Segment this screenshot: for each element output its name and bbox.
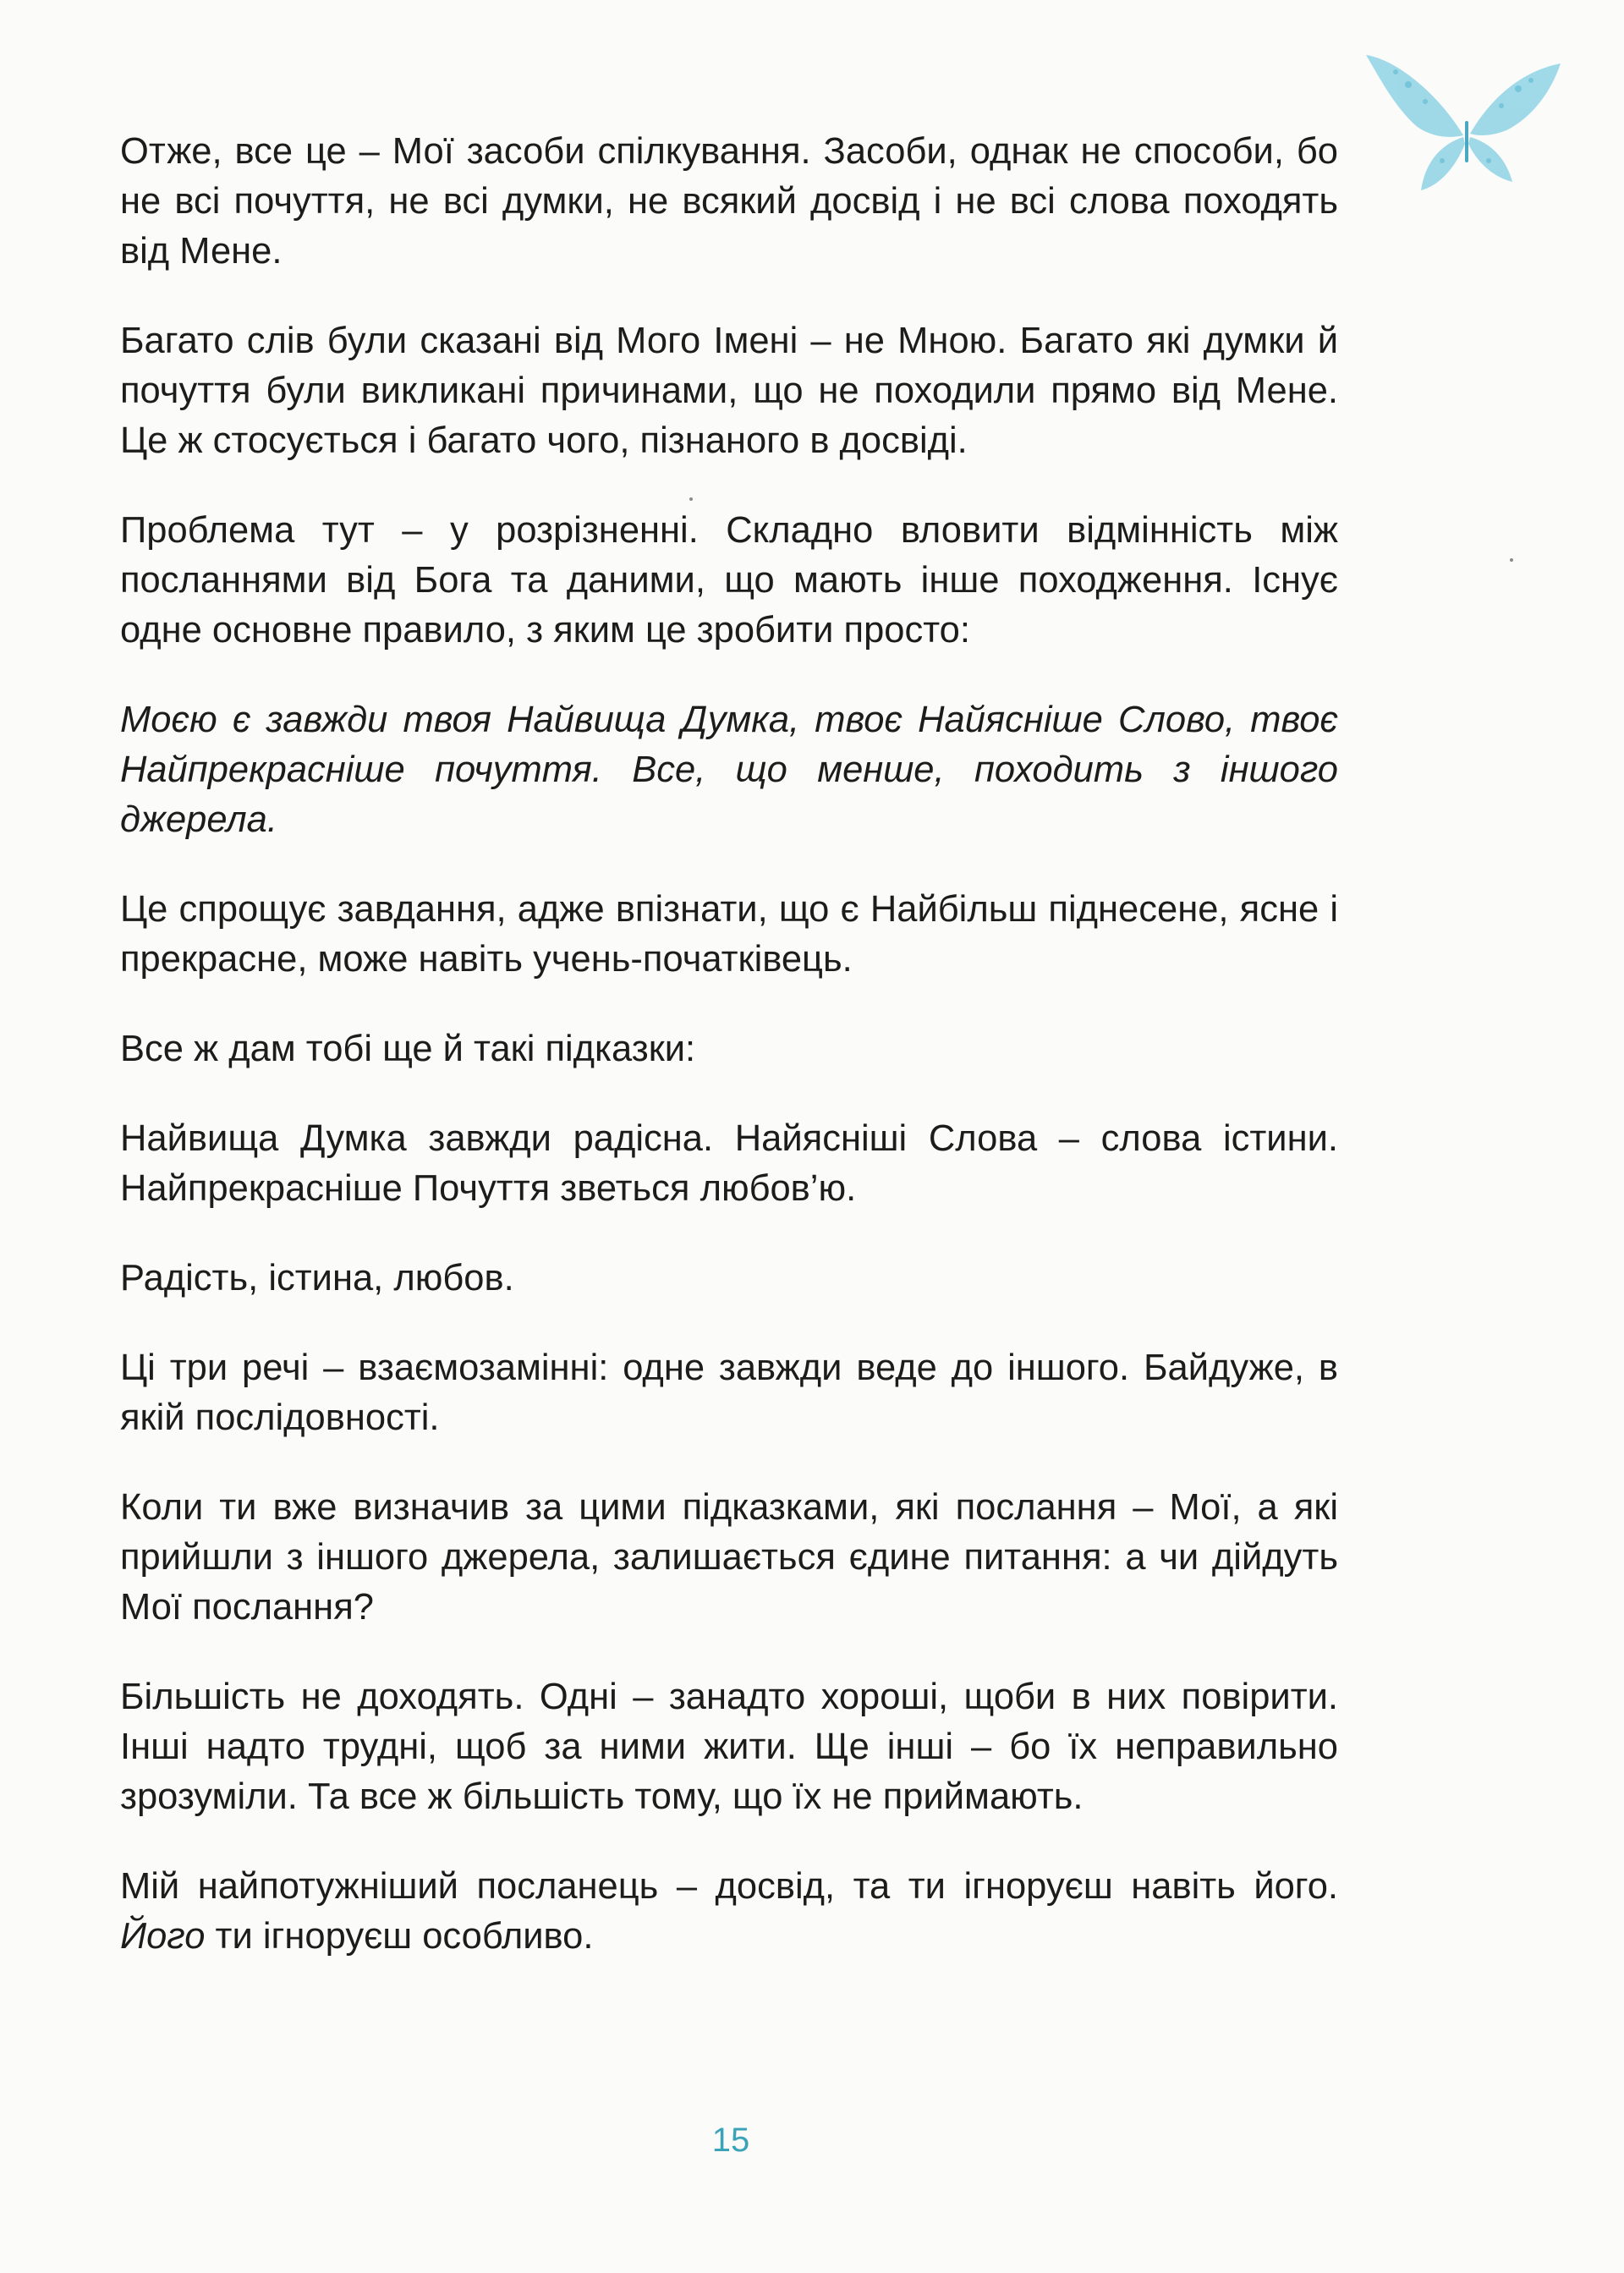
butterfly-icon [1362,42,1573,203]
paragraph: Більшість не доходять. Одні – занадто хороші, щоби в них повірити. Інші надто трудні, щоб за ними жити. Ще інші – бо їх неправильно зрозуміли. Та все ж більшість тому, що їх не приймають. [120,1677,1338,1817]
paragraph: Радість, істина, любов. [120,1258,514,1298]
last-paragraph-part1: Мій найпотужніший посланець – досвід, та ти ігноруєш навіть його. [120,1866,1338,1907]
paragraph: Багато слів були сказані від Мого Імені – не Мною. Багато які думки й почуття були викликані причинами, що не походили прямо від Мене. Це ж стосується і багато чого, пізнаного в досвіді. [120,321,1338,461]
last-paragraph [120,1862,1338,1962]
main-text [120,127,1338,2001]
paragraph: Все ж дам тобі ще й такі підказки: [120,1029,696,1069]
paragraph: Ці три речі – взаємозамінні: одне завжди веде до іншого. Байдуже, в якій послідовності. [120,1348,1338,1438]
paragraph: Найвища Думка завжди радісна. Найясніші Слова – слова істини. Найпрекрасніше Почуття зветься любов’ю. [120,1118,1338,1209]
last-paragraph-part2: ти ігноруєш особливо. [205,1916,594,1957]
page-number: 15 [711,2122,750,2159]
italic-paragraph: Моєю є завжди твоя Найвища Думка, твоє Найясніше Слово, твоє Найпрекрасніше почуття. Все, що менше, походить з іншого джерела. [120,700,1338,840]
scan-speck [1510,558,1513,562]
paragraph: Це спрощує завдання, адже впізнати, що є Найбільш піднесене, ясне і прекрасне, може навіть учень-початківець. [120,889,1338,980]
paragraph: Проблема тут – у розрізненні. Складно вловити відмінність між посланнями від Бога та даними, що мають інше походження. Існує одне основне правило, з яким це зробити просто: [120,510,1338,651]
paragraph: Коли ти вже визначив за цими підказками, які послання – Мої, а які прийшли з іншого джерела, залишається єдине питання: а чи дійдуть Мої послання? [120,1487,1338,1628]
paragraph: Отже, все це – Мої засоби спілкування. Засоби, однак не способи, бо не всі почуття, не всі думки, не всякий досвід і не всі слова походять від Мене. [120,131,1338,272]
emphasized-word: Його [120,1916,206,1957]
scan-speck [689,497,693,501]
